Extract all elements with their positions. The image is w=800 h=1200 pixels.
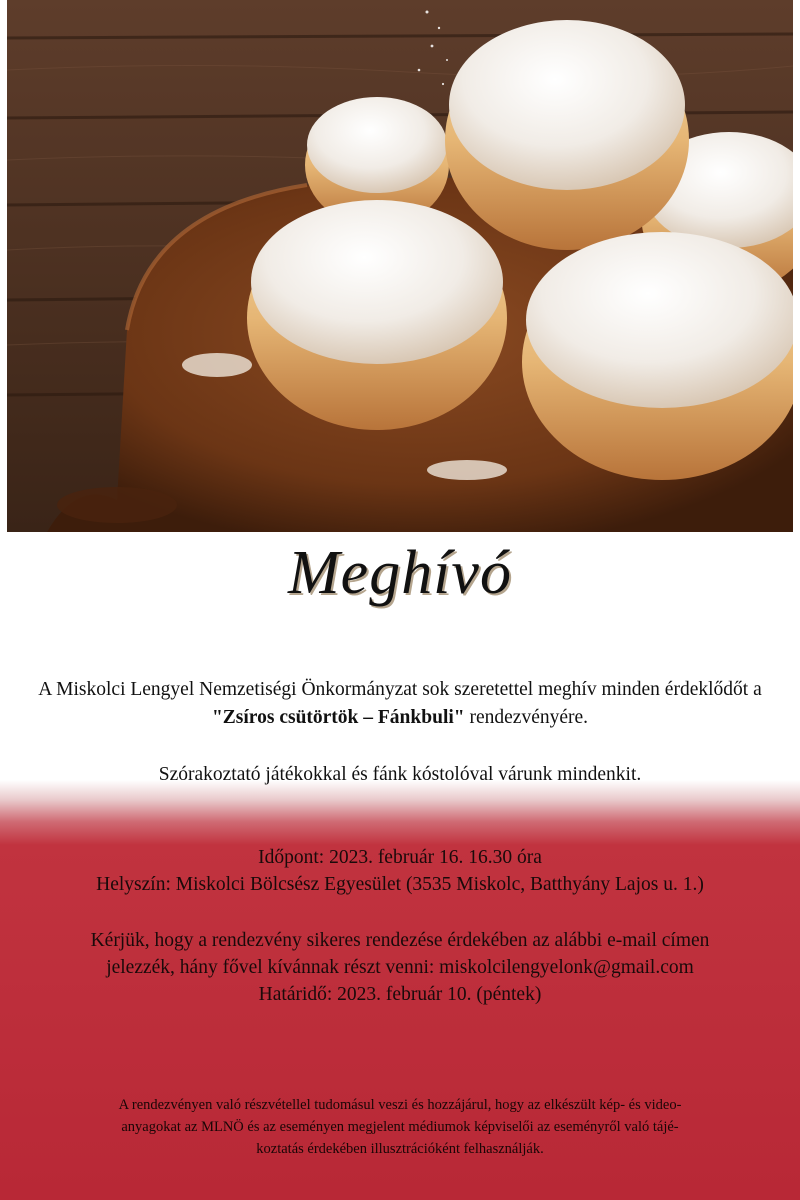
disclaimer-line-1: A rendezvényen való részvétellel tudomásul veszi és hozzájárul, hogy az elkészült kép- és video-	[118, 1097, 682, 1113]
event-location: Helyszín: Miskolci Bölcsész Egyesület (3535 Miskolc, Batthyány Lajos u. 1.)	[96, 874, 704, 895]
rsvp-deadline: Határidő: 2023. február 10. (péntek)	[258, 984, 542, 1005]
disclaimer-line-3: koztatás érdekében illusztrációként felhasználják.	[256, 1141, 544, 1157]
event-details	[20, 844, 780, 898]
program-text: Szórakoztató játékokkal és fánk kóstolóval várunk mindenkit.	[158, 764, 642, 785]
disclaimer-line-2: anyagokat az MLNÖ és az eseményen megjelent médiumok képviselői az eseményről való tájé-	[121, 1119, 679, 1135]
intro-text-before: A Miskolci Lengyel Nemzetiségi Önkormányzat sok szeretettel meghív minden érdeklődőt a	[38, 679, 762, 700]
rsvp-request	[20, 927, 780, 1008]
rsvp-line-2: jelezzék, hány fővel kívánnak részt venni: miskolcilengyelonk@gmail.com	[106, 957, 694, 978]
intro-text-after: rendezvényére.	[464, 707, 589, 728]
disclaimer	[28, 1094, 772, 1160]
rsvp-line-1: Kérjük, hogy a rendezvény sikeres rendezése érdekében az alábbi e-mail címen	[90, 930, 710, 951]
intro-paragraph	[20, 676, 780, 732]
page-title: Meghívó	[288, 539, 512, 607]
event-name: "Zsíros csütörtök – Fánkbuli"	[211, 707, 465, 728]
hero-image	[7, 0, 793, 532]
event-time: Időpont: 2023. február 16. 16.30 óra	[258, 847, 542, 868]
